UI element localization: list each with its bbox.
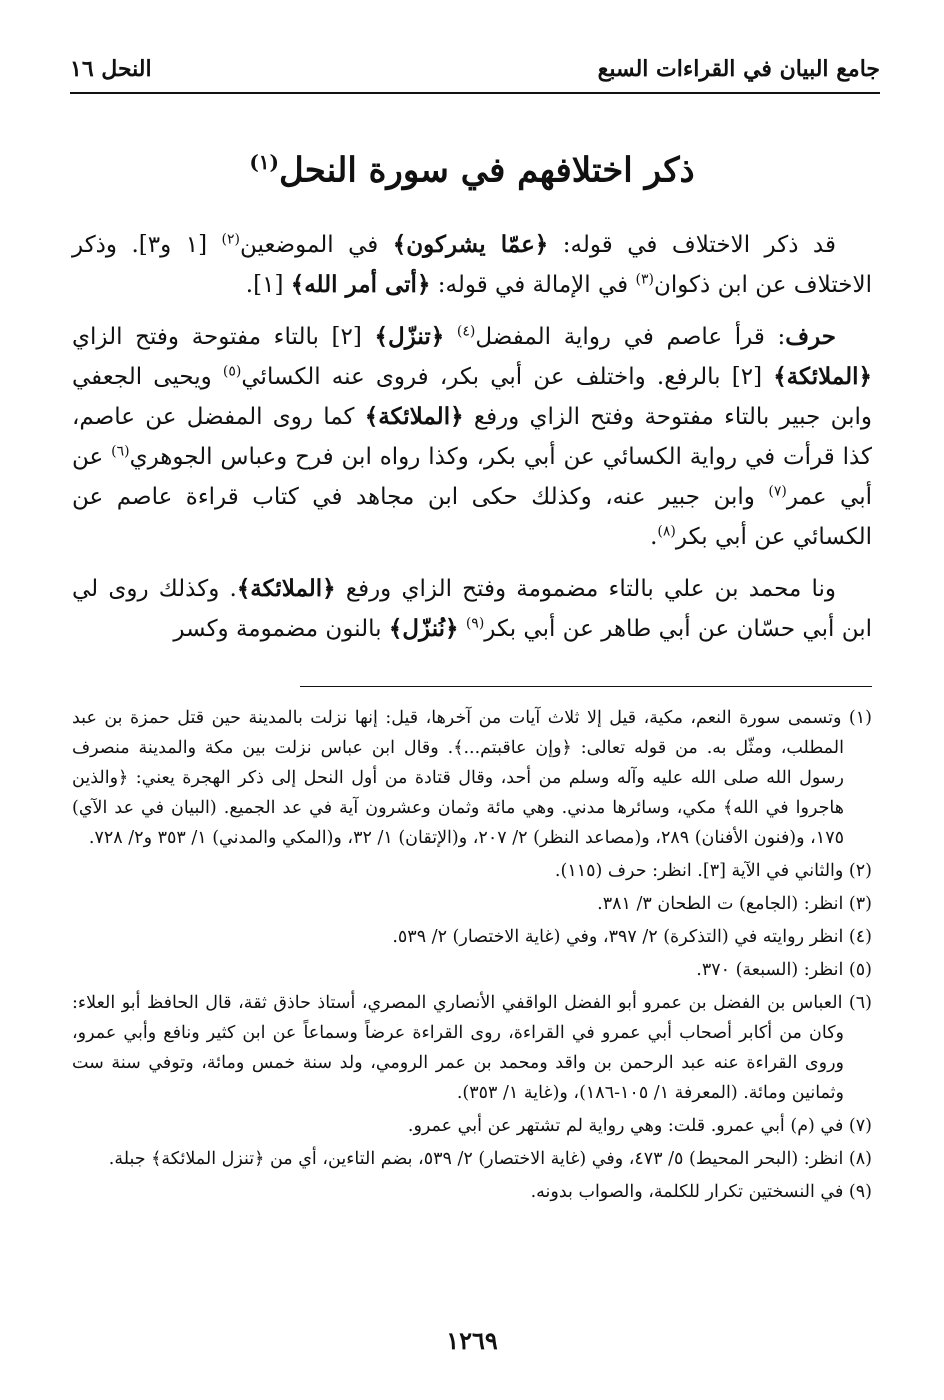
quran-quote: ﴿الملائكة﴾ bbox=[364, 403, 464, 430]
quran-quote: ﴿تنزّل﴾ bbox=[374, 323, 445, 350]
quran-quote: ﴿الملائكة﴾ bbox=[773, 363, 872, 390]
footnote-9: (٩) في النسختين تكرار للكلمة، والصواب بدونه. bbox=[530, 1182, 872, 1202]
quran-quote: ﴿نُنزّل﴾ bbox=[388, 615, 459, 642]
text-run: قد ذكر الاختلاف في قوله: bbox=[548, 232, 836, 258]
footnote-marker: (٣) bbox=[635, 271, 654, 288]
quran-quote: ﴿عمّا يشركون﴾ bbox=[392, 231, 549, 258]
footnote-divider bbox=[300, 686, 872, 687]
footnote-marker: (٦) bbox=[111, 443, 130, 460]
text-run: [٢] بالتاء مفتوحة وفتح الزاي bbox=[72, 324, 375, 350]
quran-quote: ﴿أتى أمر الله﴾ bbox=[290, 271, 431, 298]
surah-label: النحل ١٦ bbox=[70, 56, 152, 82]
paragraph-1 bbox=[72, 225, 872, 305]
text-run: [١ و٣]. وذكر الاختلاف عن ابن ذكوان bbox=[72, 232, 872, 298]
paragraph-2 bbox=[72, 317, 872, 557]
section-title-text: ذكر اختلافهم في سورة النحل bbox=[279, 150, 695, 191]
footnote-8: (٨) انظر: (البحر المحيط) ٥/ ٤٧٣، وفي (غاية الاختصار) ٢/ ٥٣٩، بضم التاءين، أي من ﴿تنزل الملائكة﴾ جبلة. bbox=[108, 1149, 872, 1169]
text-run: عن أبي عمر bbox=[72, 444, 873, 510]
text-run: كما روى المفضل عن عاصم، كذا قرأت في رواية الكسائي عن أبي بكر، وكذا رواه ابن فرح وعباس الجوهري bbox=[72, 404, 872, 470]
footnote-1: (١) وتسمى سورة النعم، مكية، قيل إلا ثلاث آيات من آخرها، قيل: إنها نزلت بالمدينة حين قتل حمزة بن عبد المطلب، ومثّل به. من قوله تعالى: ﴿وإن عاقبتم...﴾. وقال ابن عباس نزلت بين مكة والمدينة منصرف رسول الله صلى الله عليه وآله وسلم من أحد، وقال قتادة من أول النحل إلى ذكر الهجرة يعني: ﴿والذين هاجروا في الله﴾ مكي، وسائرها مدني. وهي مائة وثمان وعشرون آية في عد الجميع. (البيان في عد الآي) ١٧٥، و(فنون الأفنان) ٢٨٩، و(مصاعد النظر) ٢/ ٢٠٧، و(الإتقان) ١/ ٣٢، و(المكي والمدني) ١/ ٣٥٣ و٢/ ٧٢٨. bbox=[72, 708, 872, 848]
page-number: ١٢٦٩ bbox=[446, 1326, 498, 1355]
text-run: في الموضعين bbox=[240, 232, 393, 258]
footnote-7: (٧) في (م) أبي عمرو. قلت: وهي رواية لم تشتهر عن أبي عمرو. bbox=[407, 1116, 872, 1136]
text-run: : قرأ عاصم في رواية المفضل bbox=[475, 324, 786, 350]
header-divider bbox=[70, 92, 880, 94]
text-run: ويحيى الجعفي وابن جبير بالتاء مفتوحة وفتح الزاي ورفع bbox=[72, 364, 872, 430]
text-run: [١]. bbox=[245, 272, 291, 298]
footnote-marker: (٤) bbox=[456, 323, 476, 340]
text-run bbox=[459, 616, 466, 642]
text-run: بالنون مضمومة وكسر bbox=[173, 616, 389, 642]
main-text bbox=[72, 225, 872, 661]
footnote-5: (٥) انظر: (السبعة) ٣٧٠. bbox=[696, 960, 872, 980]
book-title: جامع البيان في القراءات السبع bbox=[597, 56, 880, 82]
footnote-marker: (١) bbox=[249, 150, 280, 174]
section-title bbox=[0, 150, 944, 190]
footnote-2: (٢) والثاني في الآية [٣]. انظر: حرف (١١٥). bbox=[554, 861, 872, 881]
footnote-marker: (٩) bbox=[465, 615, 485, 632]
text-run: . bbox=[650, 524, 658, 550]
footnote-3: (٣) انظر: (الجامع) ت الطحان ٣/ ٣٨١. bbox=[597, 894, 872, 914]
text-run: [٢] بالرفع. واختلف عن أبي بكر، فروى عنه الكسائي bbox=[241, 364, 774, 390]
footnote-4: (٤) انظر روايته في (التذكرة) ٢/ ٣٩٧، وفي (غاية الاختصار) ٢/ ٥٣٩. bbox=[392, 927, 872, 947]
footnote-6: (٦) العباس بن الفضل بن عمرو أبو الفضل الواقفي الأنصاري المصري، أستاذ حاذق ثقة، قال الحافظ أبو العلاء: وكان من أكابر أصحاب أبي عمرو في القراءة، روى القراءة عرضاً وسماعاً عن ابن كثير ونافع وأبي عمرو، وروى القراءة عنه عبد الرحمن بن واقد ومحمد بن عمر الرومي، ولد سنة خمس ومائة، وتوفي سنة ست وثمانين ومائة. (المعرفة ١/ ١٠٥-١٨٦)، و(غاية ١/ ٣٥٣). bbox=[72, 993, 872, 1103]
footnote-marker: (٥) bbox=[222, 363, 242, 380]
paragraph-3 bbox=[72, 569, 872, 649]
footnote-marker: (٢) bbox=[221, 231, 240, 248]
running-header bbox=[70, 56, 880, 90]
text-run: وابن جبير عنه، وكذلك حكى ابن مجاهد في كتاب قراءة عاصم عن الكسائي عن أبي بكر bbox=[72, 484, 872, 550]
quran-quote: ﴿الملائكة﴾ bbox=[236, 575, 336, 602]
text-run bbox=[444, 324, 457, 350]
footnotes bbox=[72, 703, 872, 1210]
harf-label: حرف bbox=[785, 323, 836, 350]
text-run: في الإمالة في قوله: bbox=[430, 272, 636, 298]
text-run: ونا محمد بن علي بالتاء مضمومة وفتح الزاي ورفع bbox=[335, 576, 836, 602]
footnote-marker: (٧) bbox=[768, 483, 787, 500]
text-run: . وكذلك روى لي ابن أبي حسّان عن أبي طاهر عن أبي بكر bbox=[72, 576, 872, 642]
footnote-marker: (٨) bbox=[657, 523, 676, 540]
